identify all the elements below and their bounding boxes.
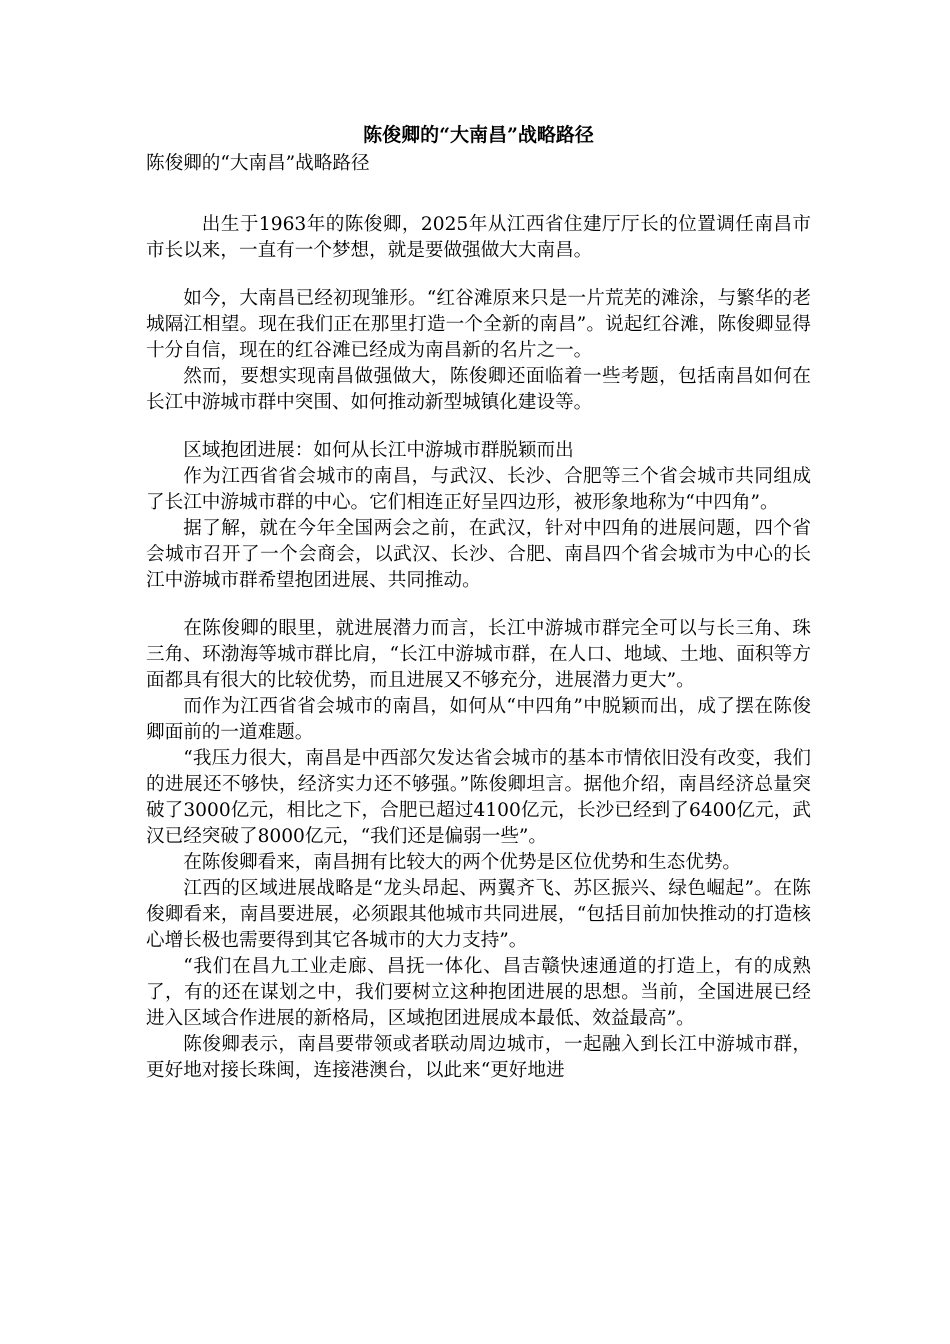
paragraph-quote: “我们在昌九工业走廊、昌抚一体化、昌吉赣快速通道的打造上，有的成熟了，有的还在谋划之中，我们要树立这种抱团进展的思想。当前，全国进展已经进入区域合作进展的新格局，区域抱团进展成本最低、效益最高”。	[146, 956, 811, 1029]
paragraph: 江西的区域进展战略是“龙头昂起、两翼齐飞、苏区振兴、绿色崛起”。在陈俊卿看来，南昌要进展，必须跟其他城市共同进展，“包括目前加快推动的打造核心增长极也需要得到其它各城市的大力支持”。	[146, 878, 811, 951]
paragraph: 而作为江西省省会城市的南昌，如何从“中四角”中脱颖而出，成了摆在陈俊卿面前的一道难题。	[146, 696, 811, 743]
spacer	[146, 264, 811, 286]
document-page	[146, 120, 811, 1084]
paragraph-intro: 出生于1963年的陈俊卿，2025年从江西省住建厅厅长的位置调任南昌市市长以来，一直有一个梦想，就是要做强做大大南昌。	[146, 214, 811, 261]
paragraph: 如今，大南昌已经初现雏形。“红谷滩原来只是一片荒芜的滩涂，与繁华的老城隔江相望。现在我们正在那里打造一个全新的南昌”。说起红谷滩，陈俊卿显得十分自信，现在的红谷滩已经成为南昌新的名片之一。	[146, 288, 811, 361]
paragraph: 在陈俊卿的眼里，就进展潜力而言，长江中游城市群完全可以与长三角、珠三角、环渤海等城市群比肩，“长江中游城市群，在人口、地域、土地、面积等方面都具有很大的比较优势，而且进展又不够充分，进展潜力更大”。	[146, 618, 811, 691]
paragraph-quote: “我压力很大，南昌是中西部欠发达省会城市的基本市情依旧没有改变，我们的进展还不够快，经济实力还不够强。”陈俊卿坦言。据他介绍，南昌经济总量突破了3000亿元，相比之下，合肥已超过4100亿元，长沙已经到了6400亿元，武汉已经突破了8000亿元，“我们还是偏弱一些”。	[146, 748, 811, 847]
document-subtitle: 陈俊卿的“大南昌”战略路径	[146, 153, 370, 174]
paragraph: 作为江西省省会城市的南昌，与武汉、长沙、合肥等三个省会城市共同组成了长江中游城市群的中心。它们相连正好呈四边形，被形象地称为“中四角”。	[146, 466, 811, 513]
paragraph: 据了解，就在今年全国两会之前，在武汉，针对中四角的进展问题，四个省会城市召开了一个会商会，以武汉、长沙、合肥、南昌四个省会城市为中心的长江中游城市群希望抱团进展、共同推动。	[146, 518, 811, 591]
paragraph: 在陈俊卿看来，南昌拥有比较大的两个优势是区位优势和生态优势。	[183, 852, 742, 873]
spacer	[146, 416, 811, 438]
spacer	[146, 178, 811, 212]
spacer	[146, 594, 811, 616]
document-title: 陈俊卿的“大南昌”战略路径	[363, 124, 594, 146]
paragraph: 陈俊卿表示，南昌要带领或者联动周边城市，一起融入到长江中游城市群，更好地对接长珠闽，连接港澳台，以此来“更好地进	[146, 1034, 811, 1081]
section-heading: 区域抱团进展：如何从长江中游城市群脱颖而出	[183, 440, 574, 461]
paragraph: 然而，要想实现南昌做强做大，陈俊卿还面临着一些考题，包括南昌如何在长江中游城市群中突围、如何推动新型城镇化建设等。	[146, 366, 811, 413]
